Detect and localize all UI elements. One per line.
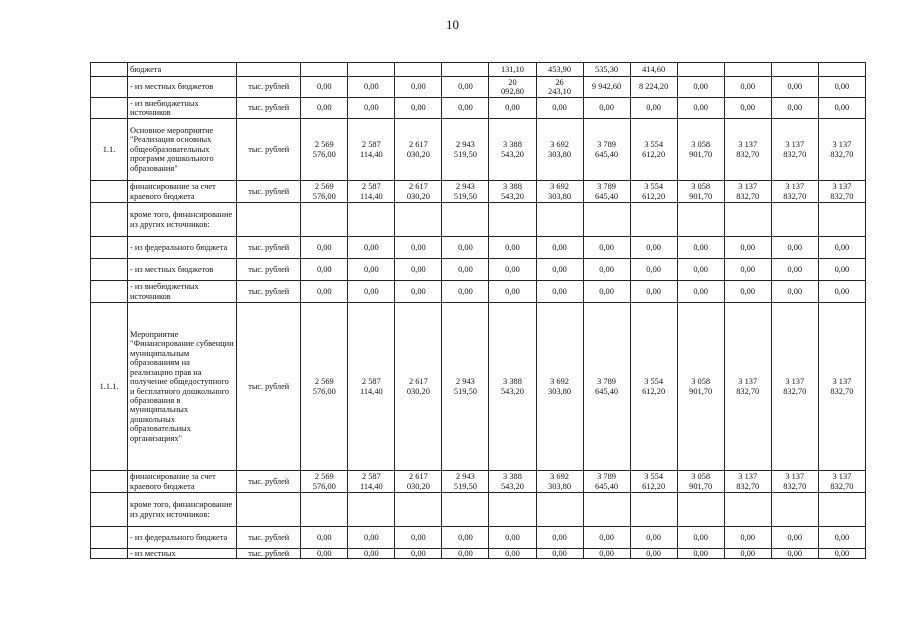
- row-unit-cell: тыс. рублей: [237, 259, 301, 281]
- value-cell: 0,00: [771, 77, 818, 98]
- value-cell: [348, 203, 395, 237]
- value-cell: 535,30: [583, 63, 630, 77]
- value-cell: [677, 203, 724, 237]
- value-cell: 3 137 832,70: [771, 119, 818, 181]
- value-cell: 0,00: [771, 237, 818, 259]
- table-row: [91, 549, 866, 559]
- value-cell: 2 617 030,20: [395, 303, 442, 471]
- value-cell: [771, 493, 818, 527]
- value-cell: 3 137 832,70: [771, 471, 818, 493]
- value-cell: 3 388 543,20: [489, 119, 536, 181]
- value-cell: 0,00: [677, 549, 724, 559]
- value-cell: 2 617 030,20: [395, 119, 442, 181]
- row-unit-cell: тыс. рублей: [237, 527, 301, 549]
- row-unit-cell: тыс. рублей: [237, 181, 301, 203]
- value-cell: 0,00: [771, 98, 818, 119]
- value-cell: 2 587 114,40: [348, 181, 395, 203]
- value-cell: 0,00: [348, 237, 395, 259]
- value-cell: 0,00: [395, 281, 442, 303]
- row-name-cell: - из внебюджетных источников: [128, 281, 237, 303]
- value-cell: 3 789 645,40: [583, 471, 630, 493]
- value-cell: 0,00: [677, 527, 724, 549]
- value-cell: [724, 203, 771, 237]
- value-cell: 0,00: [442, 549, 489, 559]
- value-cell: 453,90: [536, 63, 583, 77]
- value-cell: 0,00: [536, 237, 583, 259]
- row-unit-cell: тыс. рублей: [237, 98, 301, 119]
- value-cell: 3 137 832,70: [724, 471, 771, 493]
- value-cell: 0,00: [489, 527, 536, 549]
- value-cell: 0,00: [583, 281, 630, 303]
- value-cell: 3 137 832,70: [771, 181, 818, 203]
- value-cell: 3 137 832,70: [818, 119, 865, 181]
- value-cell: 0,00: [630, 549, 677, 559]
- value-cell: 0,00: [630, 98, 677, 119]
- row-name-cell: Мероприятие "Финансирование субвенции муниципальным образованиям на реализацию прав на получение общедоступного и бесплатного дошкольного образования в муниципальных дошкольных образовательных организациях": [128, 303, 237, 471]
- table-body: [91, 63, 866, 559]
- value-cell: 3 692 303,80: [536, 119, 583, 181]
- value-cell: 0,00: [536, 549, 583, 559]
- value-cell: [677, 63, 724, 77]
- value-cell: 0,00: [536, 259, 583, 281]
- value-cell: 2 943 519,50: [442, 303, 489, 471]
- value-cell: 0,00: [724, 237, 771, 259]
- value-cell: 0,00: [348, 77, 395, 98]
- value-cell: 2 943 519,50: [442, 181, 489, 203]
- value-cell: 0,00: [395, 549, 442, 559]
- row-code-cell: 1.1.: [91, 119, 128, 181]
- row-unit-cell: тыс. рублей: [237, 77, 301, 98]
- value-cell: [771, 63, 818, 77]
- value-cell: 0,00: [724, 281, 771, 303]
- value-cell: [677, 493, 724, 527]
- value-cell: 0,00: [677, 77, 724, 98]
- row-name-cell: бюджета: [128, 63, 237, 77]
- value-cell: 0,00: [348, 549, 395, 559]
- value-cell: 0,00: [348, 259, 395, 281]
- value-cell: [395, 63, 442, 77]
- value-cell: [724, 63, 771, 77]
- value-cell: 0,00: [583, 549, 630, 559]
- value-cell: [301, 63, 348, 77]
- value-cell: 8 224,20: [630, 77, 677, 98]
- table-row: [91, 303, 866, 471]
- value-cell: 0,00: [348, 98, 395, 119]
- value-cell: 3 388 543,20: [489, 471, 536, 493]
- value-cell: 0,00: [677, 237, 724, 259]
- value-cell: 0,00: [630, 237, 677, 259]
- value-cell: 0,00: [301, 549, 348, 559]
- value-cell: 0,00: [677, 281, 724, 303]
- row-code-cell: [91, 471, 128, 493]
- value-cell: 0,00: [489, 549, 536, 559]
- row-code-cell: 1.1.1.: [91, 303, 128, 471]
- value-cell: 3 692 303,80: [536, 181, 583, 203]
- value-cell: 0,00: [348, 527, 395, 549]
- value-cell: 0,00: [771, 259, 818, 281]
- value-cell: [818, 63, 865, 77]
- value-cell: 2 943 519,50: [442, 471, 489, 493]
- value-cell: 3 137 832,70: [818, 303, 865, 471]
- value-cell: 0,00: [442, 527, 489, 549]
- table-row: [91, 259, 866, 281]
- value-cell: [536, 203, 583, 237]
- table-row: [91, 63, 866, 77]
- value-cell: 0,00: [630, 259, 677, 281]
- row-name-cell: - из федерального бюджета: [128, 237, 237, 259]
- row-unit-cell: тыс. рублей: [237, 471, 301, 493]
- row-code-cell: [91, 237, 128, 259]
- value-cell: [442, 203, 489, 237]
- value-cell: 9 942,60: [583, 77, 630, 98]
- value-cell: 0,00: [442, 259, 489, 281]
- value-cell: 3 554 612,20: [630, 303, 677, 471]
- value-cell: 414,60: [630, 63, 677, 77]
- value-cell: [630, 203, 677, 237]
- row-name-cell: финансирование за счет краевого бюджета: [128, 181, 237, 203]
- value-cell: 2 587 114,40: [348, 303, 395, 471]
- table-row: [91, 203, 866, 237]
- table-row: [91, 471, 866, 493]
- row-unit-cell: [237, 493, 301, 527]
- value-cell: 3 058 901,70: [677, 181, 724, 203]
- row-name-cell: - из федерального бюджета: [128, 527, 237, 549]
- value-cell: 0,00: [583, 527, 630, 549]
- value-cell: 0,00: [677, 98, 724, 119]
- value-cell: 3 058 901,70: [677, 119, 724, 181]
- value-cell: [818, 203, 865, 237]
- value-cell: 26 243,10: [536, 77, 583, 98]
- row-name-cell: финансирование за счет краевого бюджета: [128, 471, 237, 493]
- row-name-cell: - из местных бюджетов: [128, 77, 237, 98]
- table-row: [91, 493, 866, 527]
- value-cell: 0,00: [348, 281, 395, 303]
- value-cell: 0,00: [536, 527, 583, 549]
- row-code-cell: [91, 549, 128, 559]
- value-cell: 0,00: [724, 77, 771, 98]
- value-cell: [348, 63, 395, 77]
- row-unit-cell: тыс. рублей: [237, 237, 301, 259]
- row-code-cell: [91, 181, 128, 203]
- row-name-cell: кроме того, финансирование из других источников:: [128, 203, 237, 237]
- value-cell: 0,00: [489, 237, 536, 259]
- value-cell: [583, 493, 630, 527]
- value-cell: [301, 493, 348, 527]
- value-cell: 0,00: [583, 259, 630, 281]
- value-cell: 0,00: [724, 98, 771, 119]
- value-cell: 3 137 832,70: [818, 181, 865, 203]
- value-cell: 3 137 832,70: [771, 303, 818, 471]
- value-cell: 2 587 114,40: [348, 119, 395, 181]
- row-unit-cell: тыс. рублей: [237, 119, 301, 181]
- value-cell: 3 789 645,40: [583, 119, 630, 181]
- table-row: [91, 98, 866, 119]
- row-code-cell: [91, 77, 128, 98]
- value-cell: 0,00: [630, 527, 677, 549]
- value-cell: 0,00: [489, 281, 536, 303]
- value-cell: [301, 203, 348, 237]
- value-cell: 0,00: [771, 527, 818, 549]
- value-cell: 0,00: [442, 237, 489, 259]
- value-cell: 3 789 645,40: [583, 181, 630, 203]
- value-cell: 0,00: [489, 259, 536, 281]
- table-row: [91, 77, 866, 98]
- value-cell: 131,10: [489, 63, 536, 77]
- value-cell: 3 058 901,70: [677, 471, 724, 493]
- value-cell: 3 137 832,70: [724, 119, 771, 181]
- row-name-cell: - из местных бюджетов: [128, 259, 237, 281]
- row-unit-cell: тыс. рублей: [237, 281, 301, 303]
- value-cell: 2 569 576,00: [301, 119, 348, 181]
- value-cell: 0,00: [442, 98, 489, 119]
- value-cell: 0,00: [583, 98, 630, 119]
- value-cell: 0,00: [442, 77, 489, 98]
- row-code-cell: [91, 493, 128, 527]
- value-cell: 3 692 303,80: [536, 303, 583, 471]
- value-cell: 0,00: [489, 98, 536, 119]
- row-name-cell: - из местных: [128, 549, 237, 559]
- value-cell: 2 617 030,20: [395, 181, 442, 203]
- value-cell: 0,00: [395, 98, 442, 119]
- value-cell: 0,00: [818, 549, 865, 559]
- value-cell: 0,00: [395, 259, 442, 281]
- row-unit-cell: [237, 203, 301, 237]
- page-number: 10: [446, 17, 459, 32]
- budget-table: [90, 62, 866, 559]
- value-cell: 2 617 030,20: [395, 471, 442, 493]
- value-cell: 0,00: [442, 281, 489, 303]
- value-cell: 0,00: [301, 237, 348, 259]
- value-cell: 0,00: [818, 237, 865, 259]
- value-cell: 0,00: [677, 259, 724, 281]
- value-cell: 0,00: [301, 98, 348, 119]
- value-cell: 3 137 832,70: [724, 303, 771, 471]
- row-unit-cell: [237, 63, 301, 77]
- value-cell: 0,00: [301, 281, 348, 303]
- value-cell: 2 587 114,40: [348, 471, 395, 493]
- value-cell: 0,00: [818, 281, 865, 303]
- value-cell: 0,00: [771, 549, 818, 559]
- value-cell: [395, 203, 442, 237]
- value-cell: [442, 493, 489, 527]
- value-cell: 3 554 612,20: [630, 181, 677, 203]
- value-cell: 3 789 645,40: [583, 303, 630, 471]
- row-code-cell: [91, 259, 128, 281]
- value-cell: 0,00: [630, 281, 677, 303]
- value-cell: 0,00: [301, 77, 348, 98]
- value-cell: 3 554 612,20: [630, 119, 677, 181]
- value-cell: 0,00: [395, 527, 442, 549]
- row-unit-cell: тыс. рублей: [237, 303, 301, 471]
- row-code-cell: [91, 63, 128, 77]
- value-cell: 0,00: [818, 77, 865, 98]
- row-code-cell: [91, 203, 128, 237]
- table-row: [91, 281, 866, 303]
- value-cell: 3 388 543,20: [489, 181, 536, 203]
- value-cell: 3 388 543,20: [489, 303, 536, 471]
- value-cell: 2 569 576,00: [301, 181, 348, 203]
- value-cell: 0,00: [724, 549, 771, 559]
- value-cell: 0,00: [771, 281, 818, 303]
- value-cell: [489, 203, 536, 237]
- value-cell: 2 569 576,00: [301, 303, 348, 471]
- value-cell: 0,00: [818, 259, 865, 281]
- value-cell: [583, 203, 630, 237]
- value-cell: [442, 63, 489, 77]
- value-cell: [536, 493, 583, 527]
- value-cell: 0,00: [536, 281, 583, 303]
- value-cell: 3 137 832,70: [818, 471, 865, 493]
- row-code-cell: [91, 527, 128, 549]
- row-name-cell: Основное мероприятие "Реализация основных общеобразовательных программ дошкольного образования": [128, 119, 237, 181]
- value-cell: 0,00: [724, 259, 771, 281]
- row-code-cell: [91, 98, 128, 119]
- value-cell: 3 137 832,70: [724, 181, 771, 203]
- value-cell: [348, 493, 395, 527]
- value-cell: 0,00: [395, 237, 442, 259]
- value-cell: 2 943 519,50: [442, 119, 489, 181]
- table-row: [91, 527, 866, 549]
- row-code-cell: [91, 281, 128, 303]
- value-cell: 20 092,80: [489, 77, 536, 98]
- table-row: [91, 181, 866, 203]
- value-cell: 0,00: [818, 98, 865, 119]
- value-cell: [395, 493, 442, 527]
- table-row: [91, 119, 866, 181]
- value-cell: 0,00: [583, 237, 630, 259]
- value-cell: [489, 493, 536, 527]
- value-cell: [818, 493, 865, 527]
- value-cell: [724, 493, 771, 527]
- value-cell: 0,00: [395, 77, 442, 98]
- value-cell: 0,00: [536, 98, 583, 119]
- value-cell: 3 554 612,20: [630, 471, 677, 493]
- value-cell: [630, 493, 677, 527]
- value-cell: 3 692 303,80: [536, 471, 583, 493]
- value-cell: 2 569 576,00: [301, 471, 348, 493]
- row-unit-cell: тыс. рублей: [237, 549, 301, 559]
- value-cell: 0,00: [301, 259, 348, 281]
- row-name-cell: кроме того, финансирование из других источников:: [128, 493, 237, 527]
- value-cell: 0,00: [301, 527, 348, 549]
- value-cell: 3 058 901,70: [677, 303, 724, 471]
- table-row: [91, 237, 866, 259]
- value-cell: 0,00: [724, 527, 771, 549]
- value-cell: 0,00: [818, 527, 865, 549]
- value-cell: [771, 203, 818, 237]
- row-name-cell: - из внебюджетных источников: [128, 98, 237, 119]
